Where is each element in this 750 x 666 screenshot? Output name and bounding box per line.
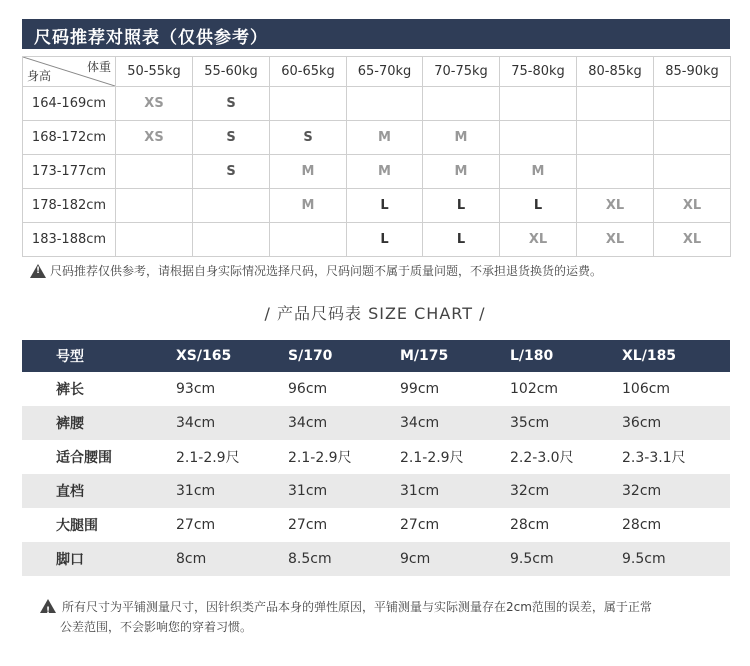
height-label: 178-182cm	[23, 189, 116, 223]
table-cell: 2.1-2.9尺	[400, 450, 464, 466]
height-label: 168-172cm	[23, 121, 116, 155]
weight-header: 70-75kg	[423, 57, 500, 87]
corner-height-label: 身高	[27, 69, 52, 83]
table-cell: 99cm	[400, 381, 440, 397]
column-header: 号型	[56, 349, 84, 365]
table-cell: 93cm	[176, 381, 216, 397]
table-cell: 8cm	[176, 551, 207, 567]
weight-header: 65-70kg	[347, 57, 423, 87]
size-chart-table	[22, 340, 730, 576]
table-cell: 106cm	[622, 381, 671, 397]
size-recommendation-table	[22, 56, 731, 257]
table-row	[22, 372, 730, 406]
table-cell: 31cm	[176, 483, 216, 499]
corner-weight-label: 体重	[86, 60, 111, 74]
title-bar	[22, 19, 730, 49]
table-cell: 36cm	[622, 415, 662, 431]
size-cell	[654, 87, 731, 121]
table-cell: 28cm	[510, 517, 550, 533]
size-cell	[423, 87, 500, 121]
weight-header: 60-65kg	[270, 57, 347, 87]
table-row	[23, 155, 731, 189]
size-cell: M	[270, 189, 347, 223]
table-row	[23, 223, 731, 257]
measurement-label: 裤长	[56, 382, 84, 398]
table-cell: 2.1-2.9尺	[176, 450, 240, 466]
table-cell: 34cm	[288, 415, 328, 431]
size-cell: XS	[116, 121, 193, 155]
size-cell: XL	[654, 223, 731, 257]
size-cell: XL	[500, 223, 577, 257]
measurement-label: 脚口	[56, 552, 84, 568]
size-cell: XL	[654, 189, 731, 223]
table-cell: 9.5cm	[622, 551, 666, 567]
size-cell	[116, 189, 193, 223]
size-cell	[577, 121, 654, 155]
table-row	[22, 542, 730, 576]
corner-cell	[23, 57, 116, 87]
measurement-note	[40, 597, 730, 637]
table-cell: 102cm	[510, 381, 559, 397]
weight-header: 85-90kg	[654, 57, 731, 87]
size-cell: L	[423, 223, 500, 257]
table-cell: 32cm	[622, 483, 662, 499]
size-cell	[500, 87, 577, 121]
column-header: L/180	[510, 348, 554, 364]
measurement-note-line2: 公差范围，不会影响您的穿着习惯。	[60, 620, 253, 634]
size-cell: L	[347, 189, 423, 223]
size-cell	[654, 155, 731, 189]
table-row	[22, 474, 730, 508]
table-cell: 2.3-3.1尺	[622, 450, 686, 466]
recommendation-note-text: 尺码推荐仅供参考，请根据自身实际情况选择尺码，尺码问题不属于质量问题，不承担退货换货的运费。	[50, 264, 603, 278]
table-row	[22, 508, 730, 542]
table-cell: 35cm	[510, 415, 550, 431]
size-cell: M	[347, 155, 423, 189]
table-cell: 34cm	[400, 415, 440, 431]
height-label: 164-169cm	[23, 87, 116, 121]
size-cell	[577, 87, 654, 121]
table-cell: 96cm	[288, 381, 328, 397]
measurement-label: 直档	[56, 484, 84, 500]
size-cell: XL	[577, 189, 654, 223]
weight-header: 55-60kg	[193, 57, 270, 87]
size-cell	[500, 121, 577, 155]
table-cell: 31cm	[288, 483, 328, 499]
height-label: 173-177cm	[23, 155, 116, 189]
size-cell: S	[270, 121, 347, 155]
size-cell: L	[500, 189, 577, 223]
measurement-label: 裤腰	[56, 416, 84, 432]
size-cell: M	[270, 155, 347, 189]
table-cell: 9.5cm	[510, 551, 554, 567]
column-header: XL/185	[622, 348, 677, 364]
column-header: S/170	[288, 348, 333, 364]
weight-header-row	[23, 57, 731, 87]
size-cell: L	[423, 189, 500, 223]
size-cell: S	[193, 121, 270, 155]
size-cell: M	[347, 121, 423, 155]
warning-icon	[30, 264, 46, 278]
recommendation-note	[30, 262, 602, 279]
measurement-note-line1: 所有尺寸为平铺测量尺寸，因针织类产品本身的弹性原因，平铺测量与实际测量存在2cm范围的误差，属于正常	[62, 600, 652, 614]
weight-header: 80-85kg	[577, 57, 654, 87]
size-chart-title: / 产品尺码表 SIZE CHART /	[264, 304, 486, 323]
measurement-label: 适合腰围	[56, 450, 112, 466]
size-cell	[193, 223, 270, 257]
size-cell: M	[500, 155, 577, 189]
column-header: XS/165	[176, 348, 232, 364]
weight-header: 75-80kg	[500, 57, 577, 87]
size-cell	[270, 87, 347, 121]
table-cell: 34cm	[176, 415, 216, 431]
table-cell: 2.2-3.0尺	[510, 450, 574, 466]
table-cell: 9cm	[400, 551, 431, 567]
size-cell: S	[193, 87, 270, 121]
table-cell: 31cm	[400, 483, 440, 499]
table-cell: 27cm	[400, 517, 440, 533]
size-chart-header-row	[22, 340, 730, 372]
table-cell: 32cm	[510, 483, 550, 499]
size-cell: XL	[577, 223, 654, 257]
weight-header: 50-55kg	[116, 57, 193, 87]
table-row	[23, 189, 731, 223]
table-row	[22, 440, 730, 474]
table-row	[23, 87, 731, 121]
table-row	[23, 121, 731, 155]
table-cell: 27cm	[176, 517, 216, 533]
height-label: 183-188cm	[23, 223, 116, 257]
size-cell: S	[193, 155, 270, 189]
warning-icon	[40, 599, 56, 613]
column-header: M/175	[400, 348, 449, 364]
size-cell	[654, 121, 731, 155]
measurement-label: 大腿围	[56, 518, 98, 534]
size-cell	[577, 155, 654, 189]
size-cell: XS	[116, 87, 193, 121]
table-cell: 2.1-2.9尺	[288, 450, 352, 466]
size-cell: M	[423, 155, 500, 189]
size-cell	[347, 87, 423, 121]
size-cell	[193, 189, 270, 223]
size-cell	[270, 223, 347, 257]
page-title: 尺码推荐对照表（仅供参考）	[34, 28, 268, 48]
size-cell: L	[347, 223, 423, 257]
table-row	[22, 406, 730, 440]
size-cell	[116, 155, 193, 189]
size-cell: M	[423, 121, 500, 155]
table-cell: 8.5cm	[288, 551, 332, 567]
table-cell: 27cm	[288, 517, 328, 533]
size-cell	[116, 223, 193, 257]
table-cell: 28cm	[622, 517, 662, 533]
